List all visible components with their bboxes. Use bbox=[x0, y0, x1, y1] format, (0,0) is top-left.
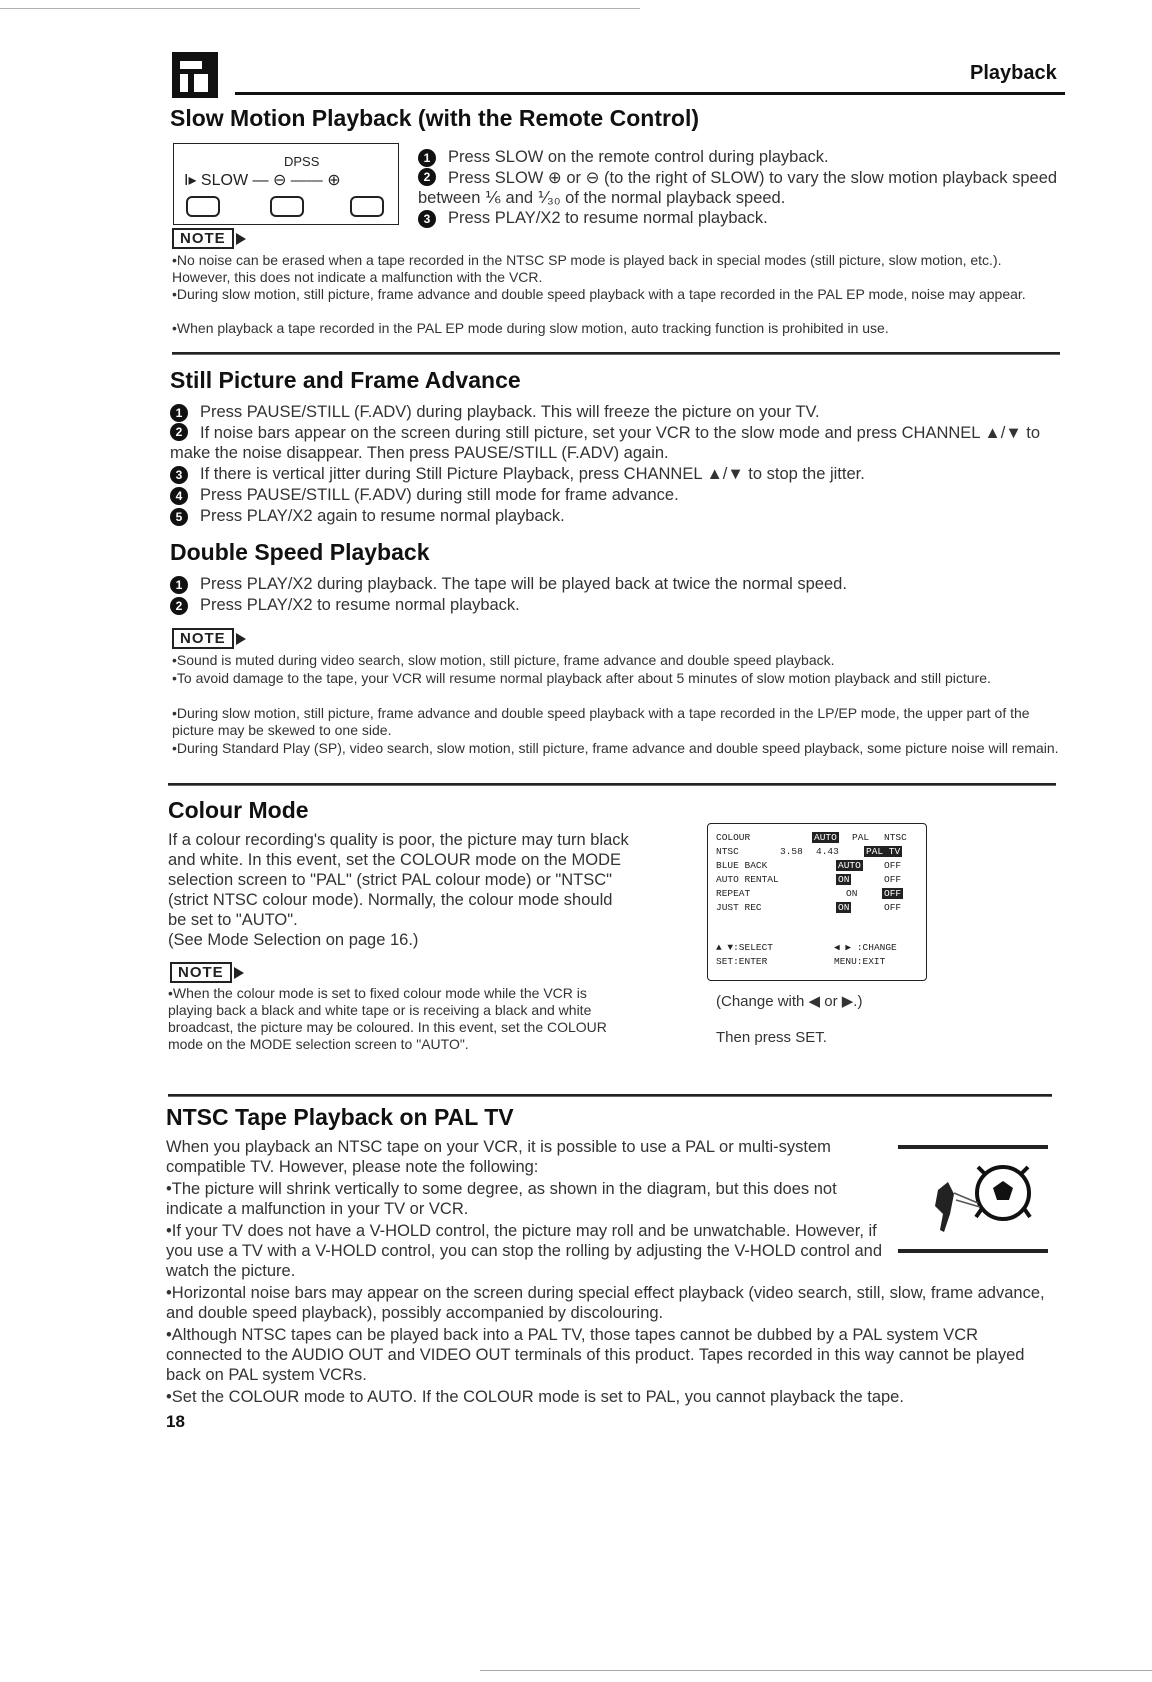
step-number-icon: 3 bbox=[170, 466, 188, 484]
osd-row-blue-back bbox=[716, 860, 916, 874]
slow-step-2 bbox=[418, 168, 1078, 208]
still-step-3 bbox=[170, 464, 1070, 484]
osd-option: OFF bbox=[884, 860, 902, 871]
osd-row-just-rec bbox=[716, 902, 916, 916]
osd-caption-set: Then press SET. bbox=[716, 1029, 827, 1046]
ntsc-intro: When you playback an NTSC tape on your VCR, it is possible to use a PAL or multi-system compatible TV. However, please note the following: bbox=[166, 1138, 831, 1176]
colour-mode-note: •When the colour mode is set to fixed colour mode while the VCR is playing back a black and white tape or is receiving a black and white broadcast, the picture may be coloured. In this event, set the COLOUR mode on the MODE selection screen to "AUTO". bbox=[168, 985, 607, 1052]
double-speed-title: Double Speed Playback bbox=[170, 539, 430, 565]
osd-row-auto-rental bbox=[716, 874, 916, 888]
step-number-icon: 2 bbox=[170, 597, 188, 615]
playback-section-icon bbox=[172, 52, 218, 98]
double-step-2-text: Press PLAY/X2 to resume normal playback. bbox=[200, 596, 520, 614]
colour-mode-title: Colour Mode bbox=[168, 797, 309, 823]
osd-hint: ▲ ▼:SELECT bbox=[716, 942, 774, 953]
osd-option: OFF bbox=[884, 902, 902, 913]
osd-row-ntsc bbox=[716, 846, 916, 860]
still-step-3-text: If there is vertical jitter during Still Picture Playback, press CHANNEL ▲/▼ to stop the jitter. bbox=[200, 465, 865, 483]
shrunk-picture-diagram bbox=[898, 1145, 1048, 1255]
slow-step-3 bbox=[418, 208, 1078, 228]
dpss-label: DPSS bbox=[284, 154, 320, 169]
osd-option: 4.43 bbox=[816, 846, 839, 857]
colour-mode-body: If a colour recording's quality is poor, the picture may turn black and white. In this event, set the COLOUR mode on the MODE selection screen to "PAL" (strict PAL colour mode) or "NTSC" (strict NTSC colour mode). Normally, the colour mode should be set to "AUTO". bbox=[168, 831, 629, 929]
osd-option-selected: ON bbox=[838, 902, 850, 913]
double-note-1: •Sound is muted during video search, slow motion, still picture, frame advance and double speed playback. bbox=[172, 652, 835, 668]
ntsc-bullet-5: •Set the COLOUR mode to AUTO. If the COLOUR mode is set to PAL, you cannot playback the tape. bbox=[166, 1388, 904, 1406]
still-step-2 bbox=[170, 423, 1070, 463]
slow-label: I▸ SLOW — ⊖ —— ⊕ bbox=[184, 172, 341, 189]
step-number-icon: 1 bbox=[418, 149, 436, 167]
scan-artifact-bottom bbox=[480, 1670, 1152, 1671]
ntsc-title: NTSC Tape Playback on PAL TV bbox=[166, 1104, 514, 1130]
osd-label: BLUE BACK bbox=[716, 860, 768, 871]
osd-option: NTSC bbox=[884, 832, 907, 843]
osd-footer-1 bbox=[716, 942, 916, 956]
osd-hint: ◀ ▶ :CHANGE bbox=[834, 942, 897, 953]
osd-hint: MENU:EXIT bbox=[834, 956, 886, 967]
osd-option-selected: AUTO bbox=[814, 832, 837, 843]
osd-hint: SET:ENTER bbox=[716, 956, 768, 967]
section-divider bbox=[168, 1094, 1052, 1097]
header-rule bbox=[235, 92, 1065, 95]
section-divider bbox=[168, 783, 1056, 786]
slow-note-2: •During slow motion, still picture, frame advance and double speed playback with a tape recorded in the PAL EP mode, noise may appear. bbox=[172, 286, 1026, 302]
colour-mode-see: (See Mode Selection on page 16.) bbox=[168, 931, 419, 949]
still-step-4 bbox=[170, 485, 1070, 505]
double-note-3: •During slow motion, still picture, frame advance and double speed playback with a tape recorded in the LP/EP mode, the upper part of the picture may be skewed to one side. bbox=[172, 705, 1030, 738]
still-step-1 bbox=[170, 402, 1070, 422]
osd-label: COLOUR bbox=[716, 832, 751, 843]
osd-label: AUTO RENTAL bbox=[716, 874, 779, 885]
remote-button-1 bbox=[186, 196, 220, 217]
osd-option-selected: ON bbox=[838, 874, 850, 885]
osd-row-repeat bbox=[716, 888, 916, 902]
slow-step-1-text: Press SLOW on the remote control during playback. bbox=[448, 148, 829, 166]
osd-option: 3.58 bbox=[780, 846, 803, 857]
step-number-icon: 2 bbox=[418, 168, 436, 186]
still-step-1-text: Press PAUSE/STILL (F.ADV) during playback. This will freeze the picture on your TV. bbox=[200, 403, 820, 421]
slow-note-1: •No noise can be erased when a tape recorded in the NTSC SP mode is played back in special modes (still picture, slow motion, etc.). However, this does not indicate a malfunction with the VCR. bbox=[172, 252, 1002, 285]
still-step-2-text: If noise bars appear on the screen during still picture, set your VCR to the slow mode and press CHANNEL ▲/▼ to make the noise disappear. Then press PAUSE/STILL (F.ADV) again. bbox=[170, 424, 1041, 462]
osd-option-selected: OFF bbox=[884, 888, 902, 899]
osd-option: PAL bbox=[852, 832, 870, 843]
ntsc-bullet-1: •The picture will shrink vertically to some degree, as shown in the diagram, but this does not indicate a malfunction in your TV or VCR. bbox=[166, 1180, 837, 1218]
page-number: 18 bbox=[166, 1412, 185, 1431]
double-step-1 bbox=[170, 574, 1070, 594]
osd-option: OFF bbox=[884, 874, 902, 885]
player-icon bbox=[935, 1182, 954, 1232]
remote-control-diagram bbox=[173, 143, 399, 225]
still-step-4-text: Press PAUSE/STILL (F.ADV) during still mode for frame advance. bbox=[200, 486, 679, 504]
double-note-2: •To avoid damage to the tape, your VCR will resume normal playback after about 5 minutes of slow motion playback and still picture. bbox=[172, 670, 991, 686]
slow-step-1 bbox=[418, 147, 1078, 167]
note-badge: NOTE bbox=[172, 228, 234, 249]
osd-label: REPEAT bbox=[716, 888, 751, 899]
remote-button-3 bbox=[350, 196, 384, 217]
note-badge: NOTE bbox=[170, 962, 232, 983]
osd-label: NTSC bbox=[716, 846, 739, 857]
diagram-top-bar bbox=[898, 1145, 1048, 1149]
section-divider bbox=[172, 352, 1060, 355]
step-number-icon: 1 bbox=[170, 576, 188, 594]
osd-row-colour bbox=[716, 832, 916, 846]
slow-step-3-text: Press PLAY/X2 to resume normal playback. bbox=[448, 209, 768, 227]
scan-artifact-top bbox=[0, 8, 640, 9]
double-step-1-text: Press PLAY/X2 during playback. The tape will be played back at twice the normal speed. bbox=[200, 575, 847, 593]
step-number-icon: 5 bbox=[170, 508, 188, 526]
ntsc-bullet-3: •Horizontal noise bars may appear on the screen during special effect playback (video search, still, slow, frame advance, and double speed playback), possibly accompanied by discolouring. bbox=[166, 1284, 1045, 1322]
ntsc-bullet-4: •Although NTSC tapes can be played back into a PAL TV, those tapes cannot be dubbed by a PAL system VCR connected to the AUDIO OUT and VIDEO OUT terminals of this product. Tapes recorded in this way cannot be played back on PAL system VCRs. bbox=[166, 1326, 1025, 1384]
still-picture-title: Still Picture and Frame Advance bbox=[170, 367, 521, 393]
osd-option-selected: AUTO bbox=[838, 860, 861, 871]
step-number-icon: 3 bbox=[418, 210, 436, 228]
slow-note-3: •When playback a tape recorded in the PAL EP mode during slow motion, auto tracking function is prohibited in use. bbox=[172, 320, 889, 336]
still-step-5-text: Press PLAY/X2 again to resume normal playback. bbox=[200, 507, 565, 525]
still-step-5 bbox=[170, 506, 1070, 526]
note-badge: NOTE bbox=[172, 628, 234, 649]
osd-footer-2 bbox=[716, 956, 916, 970]
remote-button-2 bbox=[270, 196, 304, 217]
osd-option: ON bbox=[846, 888, 858, 899]
mode-selection-screen bbox=[707, 823, 927, 981]
double-step-2 bbox=[170, 595, 1070, 615]
osd-option-selected: PAL TV bbox=[866, 846, 901, 857]
osd-label: JUST REC bbox=[716, 902, 762, 913]
slow-step-2-text: Press SLOW ⊕ or ⊖ (to the right of SLOW) to vary the slow motion playback speed between ⅙ and ⅟₃₀ of the normal playback speed. bbox=[418, 169, 1058, 207]
step-number-icon: 1 bbox=[170, 404, 188, 422]
osd-caption-change: (Change with ◀ or ▶.) bbox=[716, 993, 863, 1010]
slow-motion-title: Slow Motion Playback (with the Remote Control) bbox=[170, 105, 700, 131]
ntsc-bullet-2: •If your TV does not have a V-HOLD control, the picture may roll and be unwatchable. However, if you use a TV with a V-HOLD control, you can stop the rolling by adjusting the V-HOLD control and watch the picture. bbox=[166, 1222, 882, 1280]
step-number-icon: 2 bbox=[170, 423, 188, 441]
slow-text: SLOW bbox=[200, 172, 249, 189]
step-number-icon: 4 bbox=[170, 487, 188, 505]
double-note-4: •During Standard Play (SP), video search, slow motion, still picture, frame advance and double speed playback, some picture noise will remain. bbox=[172, 740, 1059, 756]
diagram-bottom-bar bbox=[898, 1249, 1048, 1253]
section-label: Playback bbox=[970, 62, 1057, 84]
